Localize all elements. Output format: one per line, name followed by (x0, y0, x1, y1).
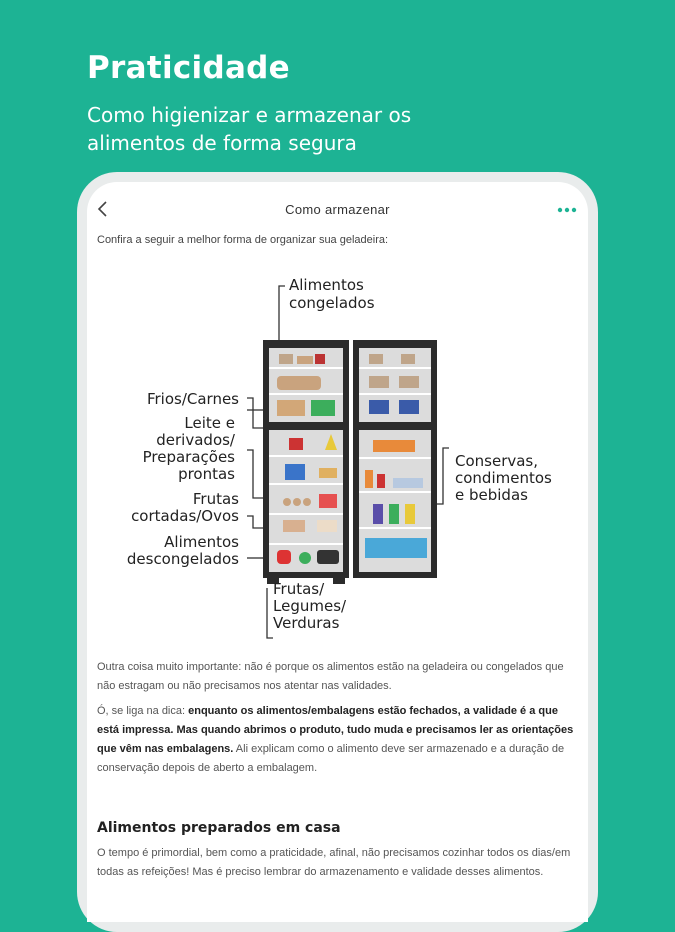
label-descongelados-1: Alimentos (164, 533, 239, 551)
app-screen (87, 182, 588, 922)
label-frutas-cortadas-1: Frutas (192, 490, 239, 508)
appbar-title: Como armazenar (285, 202, 390, 217)
app-bar (87, 182, 588, 238)
hero-title: Praticidade (87, 50, 290, 86)
dica-bold: enquanto os alimentos/embalagens estão fechados, a validade é a que está impressa. Mas quando abrimos o produto, tudo muda e precisamos ler as orientações que vêm nas embalagens. (97, 705, 574, 755)
label-congelados-2: congelados (289, 294, 375, 312)
label-frutas-legumes-2: Legumes/ (273, 597, 347, 615)
label-frios: Frios/Carnes (146, 390, 239, 408)
label-conservas-3: e bebidas (455, 486, 528, 504)
paragraph-dica (97, 702, 577, 778)
section-title: Alimentos preparados em casa (97, 820, 341, 836)
fridge-diagram (97, 258, 577, 646)
label-descongelados-2: descongelados (126, 550, 239, 568)
label-leite-3: Preparações (142, 448, 235, 466)
dica-lead: Ó, se liga na dica: (97, 705, 189, 717)
label-congelados-1: Alimentos (289, 276, 364, 294)
dica-rest: Ali explicam como o alimento deve ser armazenado e a duração de conservação depois de aberto a embalagem. (97, 743, 565, 774)
label-leite-2: derivados/ (156, 431, 235, 449)
label-leite-4: prontas (178, 465, 235, 483)
label-frutas-legumes-3: Verduras (273, 614, 340, 632)
fridge-illustration (97, 258, 577, 646)
label-conservas-2: condimentos (455, 469, 552, 487)
article-content (97, 234, 577, 882)
hero-subtitle: Como higienizar e armazenar os alimentos de forma segura (87, 103, 412, 155)
paragraph-validade: Outra coisa muito importante: não é porque os alimentos estão na geladeira ou congelados que não estragam ou não precisamos nos atentar nas validades. (97, 661, 564, 692)
intro-text: Confira a seguir a melhor forma de organizar sua geladeira: (97, 234, 389, 246)
label-conservas-1: Conservas, (455, 452, 539, 470)
label-frutas-cortadas-2: cortadas/Ovos (131, 507, 239, 525)
more-horizontal-icon[interactable] (556, 204, 578, 216)
paragraph-preparados: O tempo é primordial, bem como a praticidade, afinal, não precisamos cozinhar todos os dias/em todas as refeições! Mas é preciso lembrar do armazenamento e validade desses alimentos. (97, 847, 571, 878)
label-leite-1: Leite e (184, 414, 235, 432)
label-frutas-legumes-1: Frutas/ (273, 580, 325, 598)
